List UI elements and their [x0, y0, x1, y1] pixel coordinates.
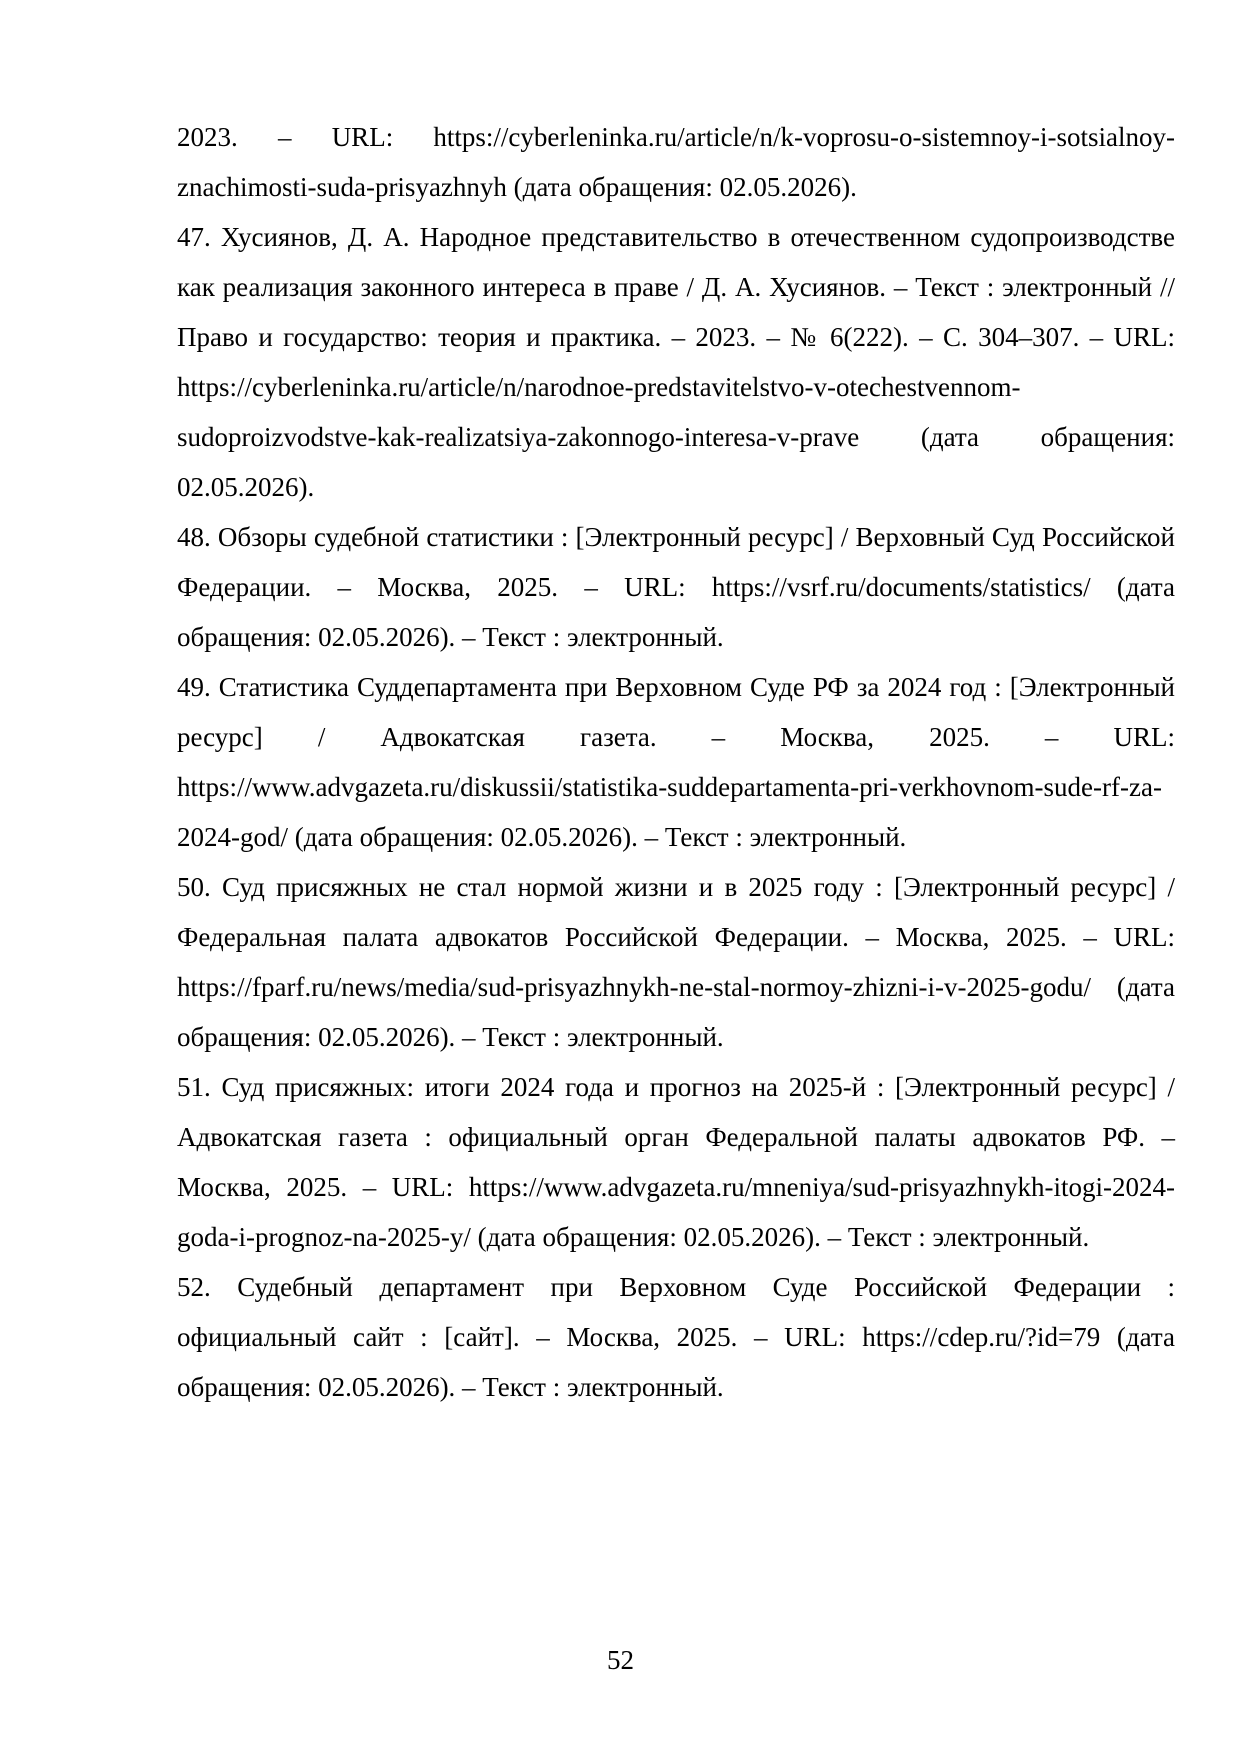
bibliography-entry-46-continuation: 2023. – URL: https://cyberleninka.ru/article/n/k-voprosu-o-sistemnoy-i-sotsialnoy-znachimosti-suda-prisyazhnyh (дата обращения: 02.05.2026). [177, 122, 1175, 202]
bibliography-entry-47: 47. Хусиянов, Д. А. Народное представительство в отечественном судопроизводстве как реализация законного интереса в праве / Д. А. Хусиянов. – Текст : электронный // Право и государство: теория и практика. – 2023. – № 6(222). – С. 304–307. – URL: https://cyberleninka.ru/article/n/narodnoe-predstavitelstvo-v-otechestvennom-sudoproizvodstve-kak-realizatsiya-zakonnogo-interesa-v-prave (дата обращения: 02.05.2026). [177, 222, 1175, 502]
bibliography-entry-49: 49. Статистика Суддепартамента при Верховном Суде РФ за 2024 год : [Электронный ресурс] / Адвокатская газета. – Москва, 2025. – URL: https://www.advgazeta.ru/diskussii/statistika-suddepartamenta-pri-verkhovnom-sude-rf-za-2024-god/ (дата обращения: 02.05.2026). – Текст : электронный. [177, 672, 1175, 852]
bibliography-entry-50: 50. Суд присяжных не стал нормой жизни и в 2025 году : [Электронный ресурс] / Федеральная палата адвокатов Российской Федерации. – Москва, 2025. – URL: https://fparf.ru/news/media/sud-prisyazhnykh-ne-stal-normoy-zhizni-i-v-2025-godu/ (дата обращения: 02.05.2026). – Текст : электронный. [177, 872, 1175, 1052]
bibliography-entry-51: 51. Суд присяжных: итоги 2024 года и прогноз на 2025-й : [Электронный ресурс] / Адвокатская газета : официальный орган Федеральной палаты адвокатов РФ. – Москва, 2025. – URL: https://www.advgazeta.ru/mneniya/sud-prisyazhnykh-itogi-2024-goda-i-prognoz-na-2025-y/ (дата обращения: 02.05.2026). – Текст : электронный. [177, 1072, 1175, 1252]
bibliography-entry-52: 52. Судебный департамент при Верховном Суде Российской Федерации : официальный сайт : [сайт]. – Москва, 2025. – URL: https://cdep.ru/?id=79 (дата обращения: 02.05.2026). – Текст : электронный. [177, 1272, 1175, 1402]
bibliography-list [177, 112, 1175, 1412]
page-number: 52 [607, 1645, 634, 1675]
bibliography-entry-48: 48. Обзоры судебной статистики : [Электронный ресурс] / Верховный Суд Российской Федерации. – Москва, 2025. – URL: https://vsrf.ru/documents/statistics/ (дата обращения: 02.05.2026). – Текст : электронный. [177, 522, 1175, 652]
